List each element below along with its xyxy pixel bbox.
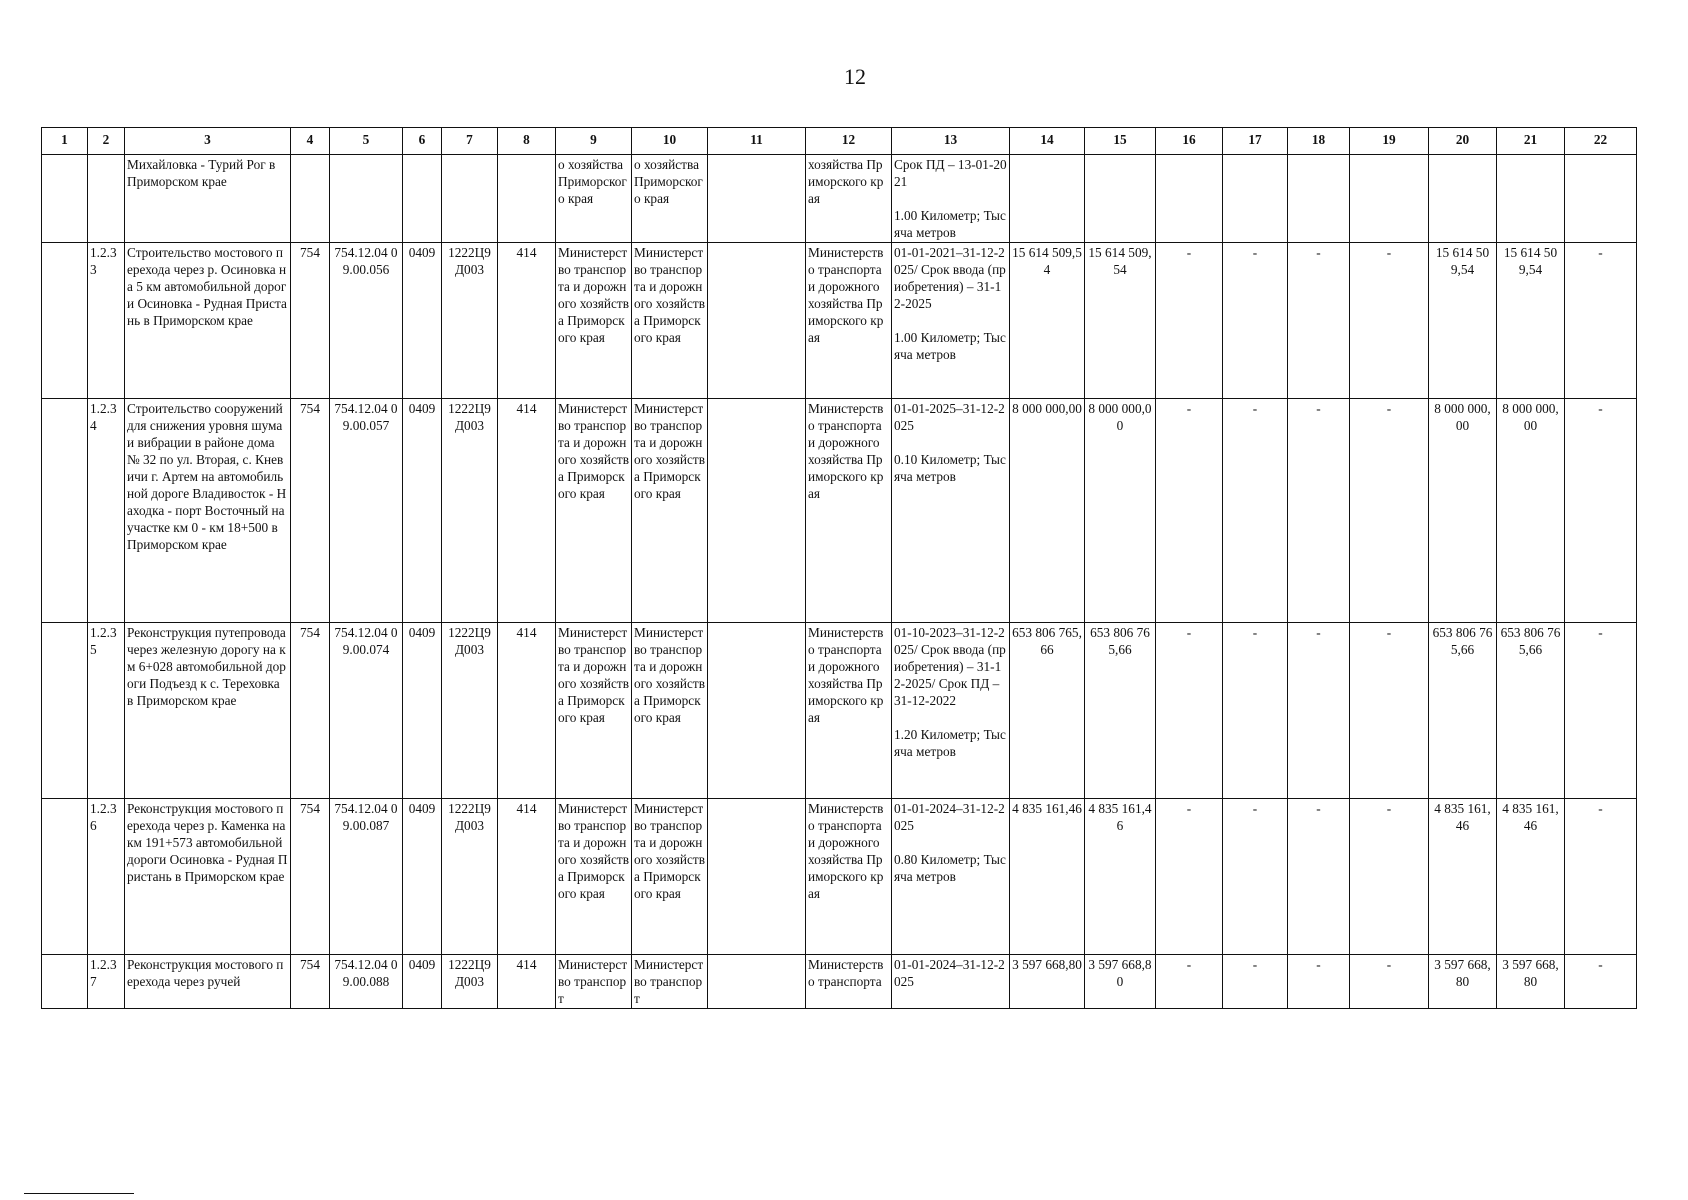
cell-capacity: 1.00 Километр; Тысяча метров	[894, 330, 1006, 362]
cell-period: 01-01-2025–31-12-2025	[894, 401, 1005, 433]
cell-col-8	[498, 955, 556, 1009]
cell-text: 653 806 765,66	[1500, 625, 1561, 657]
cell-col-4	[291, 243, 330, 399]
cell-col-2	[88, 155, 125, 243]
cell-col-1	[42, 399, 88, 623]
cell-text: 3 597 668,80	[1502, 957, 1559, 989]
cell-col-9	[556, 955, 632, 1009]
cell-col-6	[403, 243, 442, 399]
cell-col-4	[291, 799, 330, 955]
cell-text: 8 000 000,00	[1012, 401, 1082, 416]
cell-text: 8 000 000,00	[1088, 401, 1152, 433]
cell-col-16	[1156, 623, 1223, 799]
cell-period: Срок ПД – 13-01-2021	[894, 157, 1007, 189]
cell-text: -	[1598, 801, 1603, 816]
column-header-4: 4	[291, 128, 330, 155]
cell-col-18	[1288, 399, 1350, 623]
cell-capacity: 1.20 Километр; Тысяча метров	[894, 727, 1006, 759]
cell-col-19	[1350, 623, 1429, 799]
cell-col-14	[1010, 243, 1085, 399]
column-header-19: 19	[1350, 128, 1429, 155]
cell-col-16	[1156, 799, 1223, 955]
cell-text: 414	[516, 625, 537, 640]
cell-col-7	[442, 799, 498, 955]
cell-text: -	[1252, 245, 1258, 260]
column-header-7: 7	[442, 128, 498, 155]
column-header-9: 9	[556, 128, 632, 155]
cell-text: 15 614 509,54	[1012, 245, 1082, 277]
cell-text: 1222Ц9 Д003	[448, 957, 491, 989]
cell-col-11	[708, 243, 806, 399]
cell-text: 15 614 509,54	[1503, 245, 1558, 277]
cell-text: Министерство транспорта и дорожного хозяйства Приморского края	[808, 801, 884, 901]
cell-text: 0409	[408, 957, 436, 972]
cell-text: -	[1316, 245, 1321, 260]
cell-col-21	[1497, 799, 1565, 955]
cell-text: 754	[300, 401, 320, 416]
cell-col-11	[708, 155, 806, 243]
cell-text: 3 597 668,80	[1434, 957, 1491, 989]
cell-text: Министерство транспорта и дорожного хозяйства Приморского края	[558, 401, 630, 501]
cell-col-5	[330, 155, 403, 243]
cell-text: 1.2.35	[90, 625, 117, 657]
table-body	[42, 155, 1637, 1009]
cell-text: 1222Ц9 Д003	[448, 245, 491, 277]
cell-text: 0409	[408, 401, 436, 416]
cell-col-9	[556, 155, 632, 243]
cell-col-12	[806, 955, 892, 1009]
cell-text: -	[1186, 957, 1192, 972]
cell-col-21	[1497, 399, 1565, 623]
cell-col-21	[1497, 155, 1565, 243]
cell-text: 1.2.33	[90, 245, 117, 277]
cell-col-3	[125, 155, 291, 243]
cell-period: 01-10-2023–31-12-2025/ Срок ввода (приобретения) – 31-12-2025/ Срок ПД – 31-12-2022	[894, 625, 1006, 708]
cell-col-16	[1156, 155, 1223, 243]
cell-col-7	[442, 623, 498, 799]
cell-capacity: 0.10 Километр; Тысяча метров	[894, 452, 1006, 484]
table-row	[42, 243, 1637, 399]
cell-col-8	[498, 243, 556, 399]
cell-col-10	[632, 399, 708, 623]
cell-text: 1.2.34	[90, 401, 117, 433]
cell-col-22	[1565, 243, 1637, 399]
column-header-11: 11	[708, 128, 806, 155]
column-header-17: 17	[1223, 128, 1288, 155]
cell-period: 01-01-2024–31-12-2025	[894, 801, 1005, 833]
cell-text: 414	[516, 957, 537, 972]
cell-text: -	[1186, 625, 1192, 640]
cell-col-12	[806, 399, 892, 623]
cell-text: Министерство транспорта и дорожного хозяйства Приморского края	[808, 245, 884, 345]
cell-text: 754	[300, 245, 320, 260]
cell-period: 01-01-2024–31-12-2025	[894, 957, 1005, 989]
cell-text: хозяйства Приморского края	[808, 157, 884, 206]
cell-text: 4 835 161,46	[1012, 801, 1082, 816]
cell-text: -	[1316, 801, 1321, 816]
cell-col-11	[708, 399, 806, 623]
cell-col-3	[125, 799, 291, 955]
cell-col-20	[1429, 799, 1497, 955]
cell-col-1	[42, 155, 88, 243]
cell-col-18	[1288, 243, 1350, 399]
cell-text: Министерство транспорта и дорожного хозяйства Приморского края	[634, 625, 706, 725]
cell-col-21	[1497, 955, 1565, 1009]
cell-text: Министерство транспорт	[558, 957, 628, 1006]
cell-col-10	[632, 623, 708, 799]
cell-text: 0409	[408, 625, 436, 640]
cell-text: Министерство транспорта и дорожного хозяйства Приморского края	[634, 401, 706, 501]
cell-col-5	[330, 399, 403, 623]
cell-text: -	[1598, 401, 1603, 416]
column-header-21: 21	[1497, 128, 1565, 155]
cell-col-4	[291, 155, 330, 243]
column-header-5: 5	[330, 128, 403, 155]
cell-col-15	[1085, 799, 1156, 955]
cell-col-18	[1288, 623, 1350, 799]
cell-text: -	[1316, 401, 1321, 416]
cell-col-22	[1565, 399, 1637, 623]
cell-col-7	[442, 955, 498, 1009]
cell-text: 3 597 668,80	[1088, 957, 1152, 989]
cell-col-12	[806, 799, 892, 955]
cell-col-5	[330, 623, 403, 799]
cell-col-14	[1010, 799, 1085, 955]
column-header-20: 20	[1429, 128, 1497, 155]
cell-text: -	[1316, 625, 1321, 640]
cell-col-18	[1288, 799, 1350, 955]
cell-col-1	[42, 623, 88, 799]
cell-col-2	[88, 399, 125, 623]
cell-text: 754	[300, 625, 320, 640]
cell-text: Реконструкция путепровода через железную дорогу на км 6+028 автомобильной дороги Подъезд к с. Тереховка в Приморском крае	[127, 625, 286, 708]
cell-text: Строительство мостового перехода через р. Осиновка на 5 км автомобильной дороги Осиновка - Рудная Пристань в Приморском крае	[127, 245, 287, 328]
cell-col-12	[806, 243, 892, 399]
cell-text: 4 835 161,46	[1088, 801, 1152, 833]
cell-text: 8 000 000,00	[1502, 401, 1559, 433]
cell-text: Министерство транспорта и дорожного хозяйства Приморского края	[558, 245, 630, 345]
cell-col-10	[632, 799, 708, 955]
cell-col-6	[403, 623, 442, 799]
cell-text: 3 597 668,80	[1012, 957, 1082, 972]
cell-text: -	[1186, 401, 1192, 416]
column-header-6: 6	[403, 128, 442, 155]
table-row	[42, 399, 1637, 623]
cell-capacity: 1.00 Километр; Тысяча метров	[894, 208, 1006, 240]
cell-col-10	[632, 955, 708, 1009]
column-header-16: 16	[1156, 128, 1223, 155]
cell-col-19	[1350, 399, 1429, 623]
cell-text: 15 614 509,54	[1088, 245, 1152, 277]
cell-col-12	[806, 623, 892, 799]
footnote-rule	[24, 1193, 134, 1194]
cell-text: 1222Ц9 Д003	[448, 401, 491, 433]
cell-col-2	[88, 243, 125, 399]
cell-text: 754	[300, 801, 320, 816]
cell-col-7	[442, 243, 498, 399]
cell-col-3	[125, 955, 291, 1009]
cell-col-18	[1288, 155, 1350, 243]
cell-text: Министерство транспорта и дорожного хозяйства Приморского края	[808, 625, 884, 725]
cell-text: -	[1252, 801, 1258, 816]
cell-text: -	[1386, 801, 1392, 816]
cell-col-14	[1010, 955, 1085, 1009]
cell-col-8	[498, 399, 556, 623]
cell-text: 4 835 161,46	[1434, 801, 1491, 833]
cell-text: 653 806 765,66	[1432, 625, 1493, 657]
cell-text: 754	[300, 957, 320, 972]
column-header-15: 15	[1085, 128, 1156, 155]
cell-col-22	[1565, 799, 1637, 955]
cell-col-15	[1085, 155, 1156, 243]
column-header-8: 8	[498, 128, 556, 155]
cell-text: Реконструкция мостового перехода через р. Каменка на км 191+573 автомобильной дороги Осиновка - Рудная Пристань в Приморском крае	[127, 801, 288, 884]
cell-text: 1.2.36	[90, 801, 117, 833]
cell-col-20	[1429, 623, 1497, 799]
cell-text: 754.12.04 09.00.088	[334, 957, 398, 989]
cell-text: о хозяйства Приморского края	[634, 157, 703, 206]
cell-col-10	[632, 155, 708, 243]
cell-text: -	[1386, 625, 1392, 640]
cell-text: Реконструкция мостового перехода через ручей	[127, 957, 284, 989]
cell-text: Министерство транспорта и дорожного хозяйства Приморского края	[634, 801, 706, 901]
cell-col-1	[42, 955, 88, 1009]
table-row	[42, 155, 1637, 243]
cell-col-13	[892, 243, 1010, 399]
cell-col-6	[403, 955, 442, 1009]
cell-text: Министерство транспорта и дорожного хозяйства Приморского края	[558, 625, 630, 725]
cell-text: 754.12.04 09.00.057	[334, 401, 398, 433]
cell-col-20	[1429, 955, 1497, 1009]
cell-text: Министерство транспорта и дорожного хозяйства Приморского края	[634, 245, 706, 345]
cell-text: -	[1186, 245, 1192, 260]
cell-col-6	[403, 799, 442, 955]
table-row	[42, 955, 1637, 1009]
cell-text: 0409	[408, 801, 436, 816]
cell-col-21	[1497, 623, 1565, 799]
cell-col-20	[1429, 155, 1497, 243]
cell-text: Министерство транспорта	[808, 957, 884, 989]
column-header-14: 14	[1010, 128, 1085, 155]
cell-text: 414	[516, 401, 537, 416]
cell-col-20	[1429, 243, 1497, 399]
cell-text: 0409	[408, 245, 436, 260]
cell-text: -	[1386, 957, 1392, 972]
cell-text: 4 835 161,46	[1502, 801, 1559, 833]
column-header-3: 3	[125, 128, 291, 155]
cell-text: -	[1386, 245, 1392, 260]
cell-text: 754.12.04 09.00.056	[334, 245, 398, 277]
cell-col-15	[1085, 399, 1156, 623]
cell-col-17	[1223, 399, 1288, 623]
cell-col-11	[708, 955, 806, 1009]
cell-col-9	[556, 623, 632, 799]
column-header-2: 2	[88, 128, 125, 155]
cell-col-13	[892, 955, 1010, 1009]
cell-col-17	[1223, 243, 1288, 399]
cell-col-17	[1223, 955, 1288, 1009]
cell-col-6	[403, 155, 442, 243]
cell-text: -	[1598, 957, 1603, 972]
cell-col-22	[1565, 155, 1637, 243]
cell-col-3	[125, 623, 291, 799]
cell-col-9	[556, 799, 632, 955]
cell-col-17	[1223, 799, 1288, 955]
cell-col-19	[1350, 155, 1429, 243]
cell-capacity: 0.80 Километр; Тысяча метров	[894, 852, 1006, 884]
cell-text: -	[1598, 625, 1603, 640]
cell-col-20	[1429, 399, 1497, 623]
cell-col-14	[1010, 399, 1085, 623]
cell-col-22	[1565, 955, 1637, 1009]
cell-col-15	[1085, 623, 1156, 799]
cell-col-3	[125, 243, 291, 399]
cell-col-11	[708, 623, 806, 799]
cell-text: о хозяйства Приморского края	[558, 157, 627, 206]
cell-text: -	[1598, 245, 1603, 260]
column-header-1: 1	[42, 128, 88, 155]
cell-period: 01-01-2021–31-12-2025/ Срок ввода (приобретения) – 31-12-2025	[894, 245, 1006, 311]
cell-text: 1.2.37	[90, 957, 117, 989]
cell-col-18	[1288, 955, 1350, 1009]
cell-text: 15 614 509,54	[1435, 245, 1490, 277]
cell-text: 414	[516, 801, 537, 816]
cell-col-19	[1350, 799, 1429, 955]
cell-col-13	[892, 623, 1010, 799]
cell-col-22	[1565, 623, 1637, 799]
cell-col-7	[442, 155, 498, 243]
cell-text: 754.12.04 09.00.087	[334, 801, 398, 833]
column-header-18: 18	[1288, 128, 1350, 155]
cell-col-12	[806, 155, 892, 243]
cell-text: Министерство транспорта и дорожного хозяйства Приморского края	[808, 401, 884, 501]
cell-text: Министерство транспорта и дорожного хозяйства Приморского края	[558, 801, 630, 901]
cell-col-2	[88, 955, 125, 1009]
cell-col-8	[498, 799, 556, 955]
cell-text: 653 806 765,66	[1090, 625, 1150, 657]
cell-col-4	[291, 399, 330, 623]
cell-text: -	[1252, 401, 1258, 416]
column-header-10: 10	[632, 128, 708, 155]
cell-col-16	[1156, 955, 1223, 1009]
table-row	[42, 623, 1637, 799]
cell-text: Михайловка - Турий Рог в Приморском крае	[127, 157, 276, 189]
cell-text: 653 806 765,66	[1012, 625, 1082, 657]
cell-col-13	[892, 155, 1010, 243]
cell-col-13	[892, 399, 1010, 623]
cell-col-7	[442, 399, 498, 623]
cell-col-2	[88, 799, 125, 955]
table-row	[42, 799, 1637, 955]
cell-text: -	[1252, 625, 1258, 640]
column-header-22: 22	[1565, 128, 1637, 155]
cell-col-11	[708, 799, 806, 955]
cell-col-19	[1350, 243, 1429, 399]
cell-col-1	[42, 799, 88, 955]
cell-col-4	[291, 955, 330, 1009]
cell-col-5	[330, 955, 403, 1009]
cell-col-2	[88, 623, 125, 799]
cell-col-9	[556, 399, 632, 623]
cell-text: -	[1186, 801, 1192, 816]
cell-text: 1222Ц9 Д003	[448, 801, 491, 833]
cell-text: -	[1252, 957, 1258, 972]
column-header-12: 12	[806, 128, 892, 155]
cell-col-8	[498, 623, 556, 799]
cell-col-15	[1085, 243, 1156, 399]
cell-col-1	[42, 243, 88, 399]
cell-text: -	[1386, 401, 1392, 416]
cell-col-19	[1350, 955, 1429, 1009]
cell-col-9	[556, 243, 632, 399]
header-row	[42, 128, 1637, 155]
cell-col-14	[1010, 155, 1085, 243]
page-number: 12	[844, 64, 866, 89]
cell-col-3	[125, 399, 291, 623]
cell-col-14	[1010, 623, 1085, 799]
cell-col-10	[632, 243, 708, 399]
cell-text: -	[1316, 957, 1321, 972]
cell-text: 1222Ц9 Д003	[448, 625, 491, 657]
cell-col-17	[1223, 623, 1288, 799]
cell-text: 8 000 000,00	[1434, 401, 1491, 433]
column-header-13: 13	[892, 128, 1010, 155]
cell-col-4	[291, 623, 330, 799]
cell-col-6	[403, 399, 442, 623]
cell-col-16	[1156, 243, 1223, 399]
cell-text: 754.12.04 09.00.074	[334, 625, 398, 657]
cell-col-5	[330, 243, 403, 399]
cell-col-16	[1156, 399, 1223, 623]
cell-col-8	[498, 155, 556, 243]
cell-col-17	[1223, 155, 1288, 243]
cell-col-5	[330, 799, 403, 955]
cell-text: Строительство сооружений для снижения уровня шума и вибрации в районе дома № 32 по ул. Вторая, с. Кневичи г. Артем на автомобильной дороге Владивосток - Находка - порт Восточный на участке км 0 - км 18+500 в Приморском крае	[127, 401, 287, 552]
cell-col-21	[1497, 243, 1565, 399]
cell-col-15	[1085, 955, 1156, 1009]
cell-text: Министерство транспорт	[634, 957, 704, 1006]
cell-text: 414	[516, 245, 537, 260]
budget-table	[41, 127, 1637, 1009]
cell-col-13	[892, 799, 1010, 955]
